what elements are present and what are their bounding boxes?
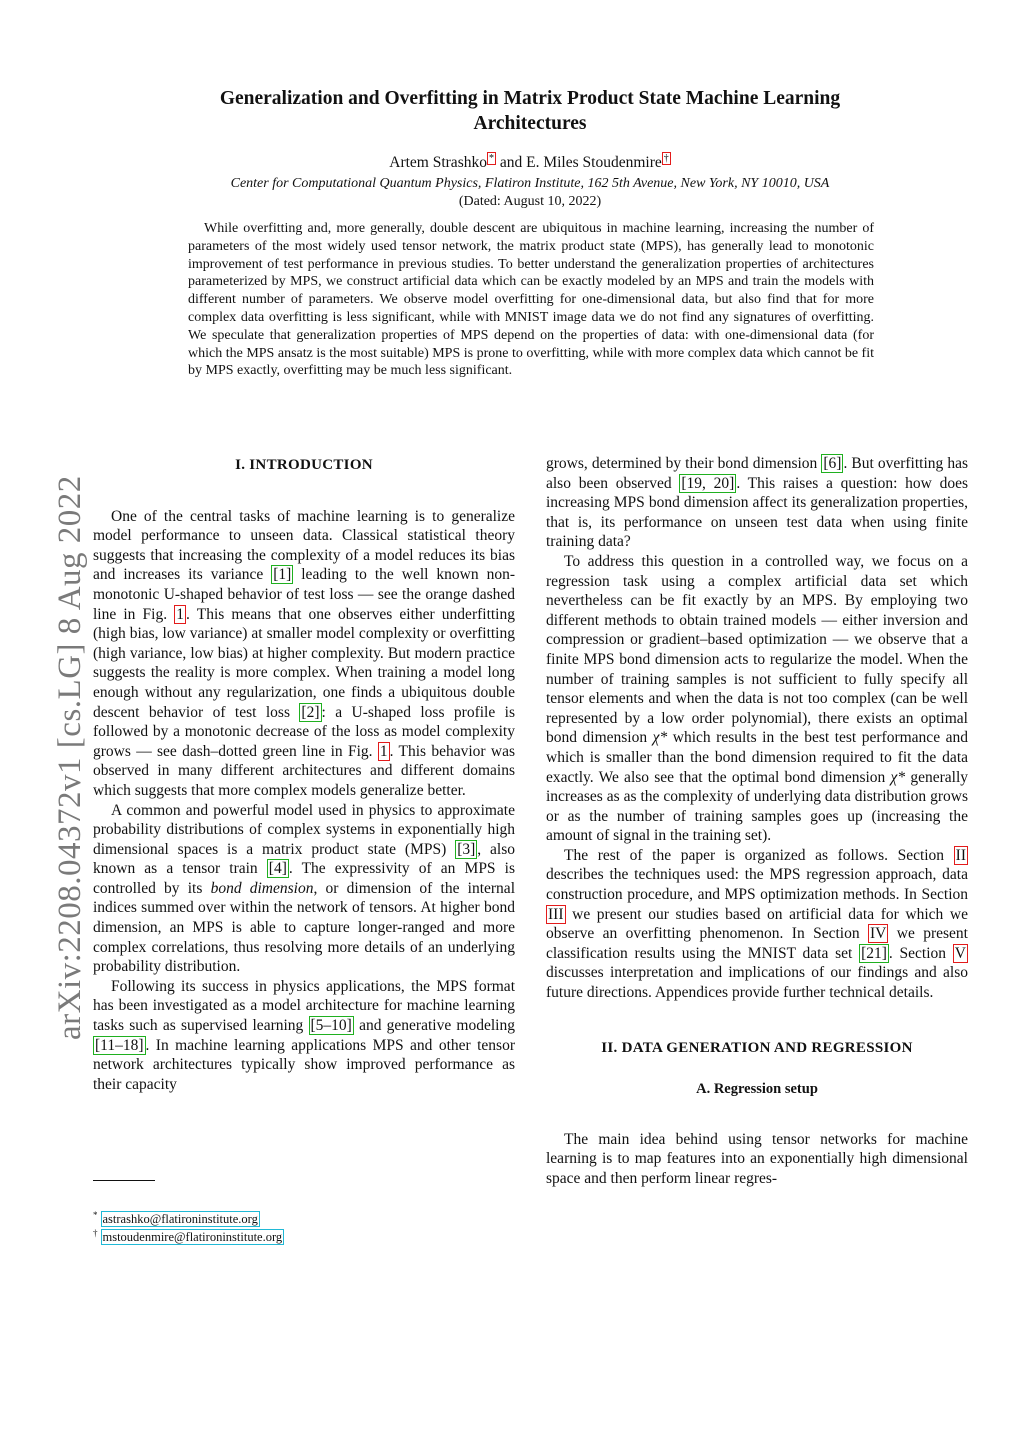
citation-link[interactable]: [3] bbox=[457, 840, 476, 858]
citation-link[interactable]: [6] bbox=[823, 455, 842, 472]
figure-link[interactable]: 1 bbox=[379, 742, 388, 760]
author-1: Artem Strashko bbox=[389, 154, 487, 171]
citation-link[interactable]: [19, 20] bbox=[681, 474, 735, 492]
section-link[interactable]: III bbox=[548, 905, 564, 923]
intro-paragraph-5: To address this question in a controlled way, we focus on a regression task using a complex artificial data set which nevertheless can be fit exactly by an MPS. By employing two different methods to obtain trained models — either inversion and compression or gradient–based optimization — we observe that a finite MPS bond dimension acts to regularize the model. When the number of training samples is not sufficient to fully specify all tensor elements and when the data is not too complex (can be well represented by a low order polynomial), there exists an optimal bond dimension χ* which results in the best test performance and which is smaller than the bond dimension required to fit the data exactly. We also see that the optimal bond dimension χ* generally increases as as the complexity of underlying data distribution grows or as the number of training samples goes up (increasing the amount of signal in the training set). bbox=[546, 552, 968, 845]
section-2-heading: II. DATA GENERATION AND REGRESSION bbox=[601, 1039, 913, 1056]
intro-paragraph-1: One of the central tasks of machine learning is to generalize model performance to unseen data. Classical statistical theory suggests that increasing the complexity of a model reduces its bias and increases its variance [1] leading to the well known non-monotonic U-shaped behavior of test loss — see the orange dashed line in Fig. 1 . This means that one observes either underfitting (high bias, low variance) at smaller model complexity or overfitting (high variance, low bias) at higher complexity. But modern practice suggests the reality is more complex. When training a model long enough without any regularization, one finds a ubiquitous double descent behavior of test loss [2] : a U-shaped loss profile is followed by a monotonic decrease of the loss as model complexity grows — see dash–dotted green line in Fig. 1 . This behavior was observed in many different architectures and different domains which suggests that more complex models generalize better. bbox=[93, 507, 516, 799]
affiliation: Center for Computational Quantum Physics, Flatiron Institute, 162 5th Avenue, New York, NY 10010, USA bbox=[230, 176, 830, 191]
chi-star-symbol: χ* bbox=[890, 768, 906, 786]
footnote-1: * astrashko@flatironinstitute.org bbox=[93, 1210, 258, 1227]
section-link[interactable]: II bbox=[955, 846, 966, 864]
figure-link[interactable]: 1 bbox=[176, 605, 184, 623]
date-line: (Dated: August 10, 2022) bbox=[458, 194, 602, 209]
intro-paragraph-4: grows, determined by their bond dimension [6] . But overfitting has also been observed [19, 20] . This raises a question: how does increasing MPS bond dimension affect its generalization properties, that is, its performance on unseen test data when using finite training data? bbox=[546, 455, 968, 551]
citation-link[interactable]: [2] bbox=[301, 703, 320, 721]
author-1-footnote-link[interactable]: * bbox=[488, 152, 494, 164]
citation-link[interactable]: [5–10] bbox=[310, 1017, 352, 1035]
section-1-heading: I. INTRODUCTION bbox=[235, 457, 373, 473]
section-link[interactable]: V bbox=[954, 944, 966, 962]
right-column bbox=[546, 454, 968, 1189]
paper-title bbox=[130, 86, 930, 136]
citation-link[interactable]: [21] bbox=[861, 944, 887, 962]
citation-link[interactable]: [1] bbox=[273, 566, 292, 584]
author-2-footnote-link[interactable]: † bbox=[663, 152, 669, 164]
title-line-1: Generalization and Overfitting in Matrix Product State Machine Learning bbox=[219, 88, 841, 109]
abstract: While overfitting and, more generally, double descent are ubiquitous in machine learning, increasing the number of parameters of the most widely used tensor network, the matrix product state (MPS), has generally lead to monotonic improvement of test performance in previous studies. To better understand the generalization properties of architectures parameterized by MPS, we construct artificial data which can be exactly modeled by an MPS and train the models with different number of parameters. We observe model overfitting for one-dimensional data, but also find that for more complex data overfitting is less significant, while with MNIST image data we do not find any signatures of overfitting. We speculate that generalization properties of MPS depend on the properties of data: with one-dimensional data (for which the MPS ansatz is the most suitable) MPS is prone to overfitting, while with more complex data which cannot be fit by MPS exactly, overfitting may be much less significant. bbox=[188, 221, 874, 379]
arxiv-identifier: arXiv:2208.04372v1 [cs.LG] 8 Aug 2022 bbox=[52, 475, 88, 1040]
left-column bbox=[93, 454, 515, 1094]
intro-paragraph-2: A common and powerful model used in physics to approximate probability distributions of complex systems in exponentially high dimensional spaces is a matrix product state (MPS) [3] , also known as a tensor train [4] . The expressivity of an MPS is controlled by its bond dimension, or dimension of the internal indices summed over within the network of tensors. At higher bond dimension, an MPS is able to capture longer-ranged and more complex correlations, thus resolving more details of an underlying probability distribution. bbox=[93, 801, 516, 976]
citation-link[interactable]: [11–18] bbox=[95, 1036, 144, 1054]
title-line-2: Architectures bbox=[473, 113, 587, 134]
author-separator: and bbox=[495, 154, 527, 171]
citation-link[interactable]: [4] bbox=[268, 860, 287, 878]
subsection-a-heading: A. Regression setup bbox=[696, 1081, 818, 1098]
intro-paragraph-6: The rest of the paper is organized as follows. Section II describes the techniques used: the MPS regression approach, data construction procedure, and MPS optimization methods. In Section III we present our studies based on artificial data for which we observe an overfitting phenomenon. In Section IV we present classification results using the MNIST data set [21] . Section V discusses interpretation and implications of our findings and also future directions. Appendices provide further technical details. bbox=[546, 846, 968, 1002]
email-link-1[interactable]: astrashko@flatironinstitute.org bbox=[102, 1212, 258, 1227]
email-link-2[interactable]: mstoudenmire@flatironinstitute.org bbox=[102, 1230, 283, 1245]
footnote-2: † mstoudenmire@flatironinstitute.org bbox=[93, 1228, 283, 1245]
section-link[interactable]: IV bbox=[870, 925, 887, 943]
regression-paragraph-1: The main idea behind using tensor networks for machine learning is to map features into an exponentially high dimensional space and then perform linear regres- bbox=[546, 1130, 968, 1187]
footnote-rule bbox=[93, 1180, 155, 1181]
author-list bbox=[130, 154, 930, 172]
author-2: E. Miles Stoudenmire bbox=[526, 154, 662, 171]
intro-paragraph-3: Following its success in physics applications, the MPS format has been investigated as a model architecture for machine learning tasks such as supervised learning [5–10] and generative modeling [11–18] . In machine learning applications MPS and other tensor network architectures typically show improved performance as their capacity bbox=[93, 977, 515, 1093]
chi-star-symbol: χ* bbox=[652, 729, 668, 747]
